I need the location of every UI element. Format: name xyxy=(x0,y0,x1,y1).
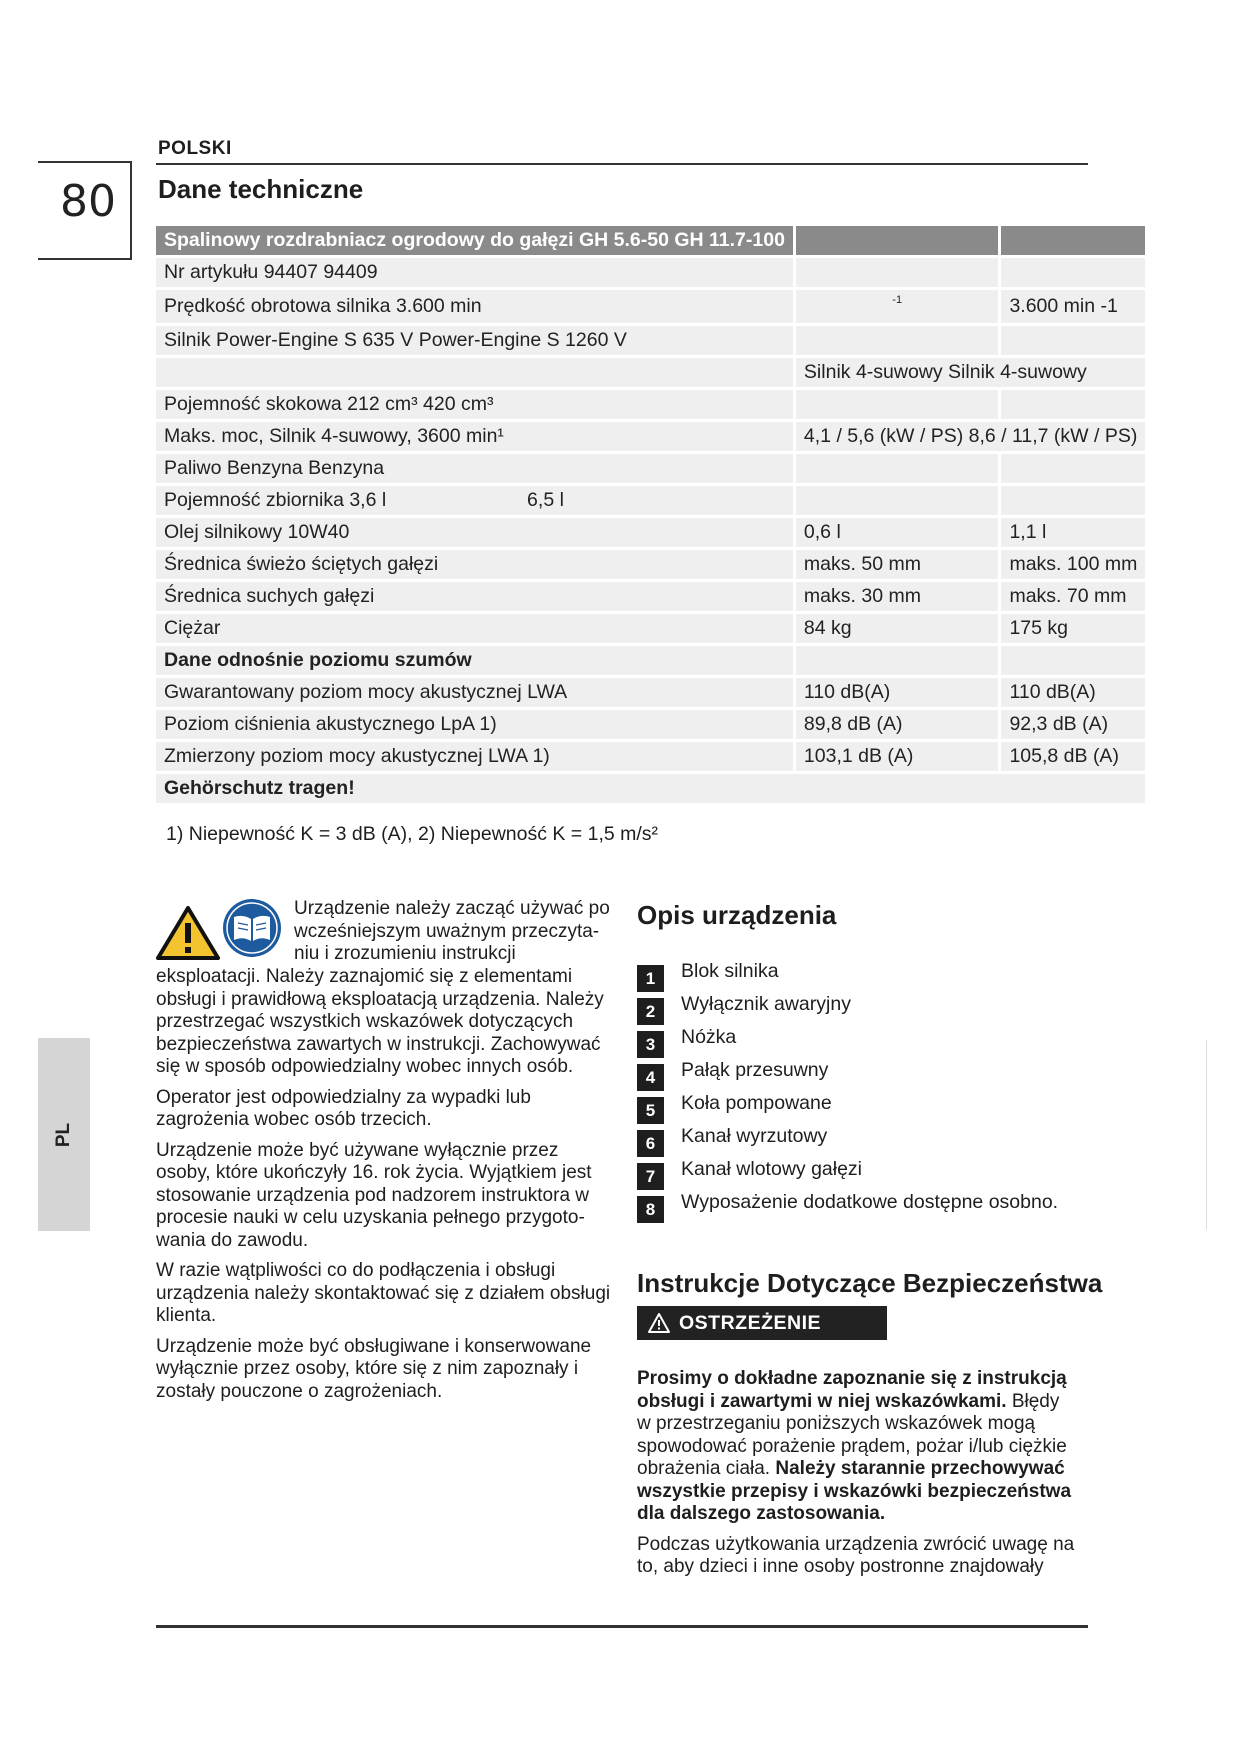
table-cell: 3.600 min -1 xyxy=(998,290,1145,323)
table-cell: Ciężar xyxy=(156,614,793,643)
table-cell: 89,8 dB (A) xyxy=(793,710,999,739)
part-label: Nóżka xyxy=(681,1026,737,1048)
list-item xyxy=(637,1026,1097,1059)
top-divider xyxy=(156,163,1088,165)
table-cell: 175 kg xyxy=(998,614,1145,643)
table-row xyxy=(156,358,1145,387)
table-section-row xyxy=(156,646,1145,675)
warning-label: OSTRZEŻENIE xyxy=(679,1312,822,1334)
warning-triangle-icon xyxy=(156,905,220,961)
table-cell: Nr artykułu 94407 94409 xyxy=(156,258,793,287)
intro-paragraph: Operator jest odpowiedzialny za wypadki lub zagrożenia wobec osób trzecich. xyxy=(156,1086,531,1130)
table-cell: Maks. moc, Silnik 4-suwowy, 3600 min¹ xyxy=(156,422,793,451)
part-label: Wyposażenie dodatkowe dostępne osobno. xyxy=(681,1191,1059,1213)
table-cell xyxy=(793,486,999,515)
page-number: 80 xyxy=(60,176,116,227)
language-side-tab xyxy=(38,1038,90,1231)
table-cell: Pojemność zbiornika 3,6 l 6,5 l xyxy=(156,486,793,515)
part-label: Kanał wlotowy gałęzi xyxy=(681,1158,863,1180)
safety-paragraph xyxy=(637,1368,1077,1526)
intro-paragraph: W razie wątpliwości co do podłączenia i obsługi urządzenia należy skontaktować się z działem obsługi klienta. xyxy=(156,1260,611,1326)
part-number-badge: 6 xyxy=(637,1130,664,1157)
table-cell xyxy=(998,390,1145,419)
table-row xyxy=(156,582,1145,611)
part-number-badge: 8 xyxy=(637,1196,664,1223)
list-item xyxy=(637,1125,1097,1158)
table-cell: 4,1 / 5,6 (kW / PS) 8,6 / 11,7 (kW / PS) xyxy=(793,422,1145,451)
table-row xyxy=(156,742,1145,771)
part-number-badge: 5 xyxy=(637,1097,664,1124)
table-cell: Gehörschutz tragen! xyxy=(156,774,793,803)
safety-bold-text: Należy starannie przechowywać wszystkie przepisy i wskazówki bezpieczeństwa dla dalszego zastosowania. xyxy=(637,1458,1072,1524)
bottom-divider xyxy=(156,1625,1088,1628)
warning-badge xyxy=(637,1306,887,1340)
table-cell: maks. 30 mm xyxy=(793,582,999,611)
intro-paragraph: Urządzenie może być obsługiwane i konserwowane wyłącznie przez osoby, które się z nim zapoznały i zostały pouczone o zagrożeniach. xyxy=(156,1335,592,1402)
table-cell: maks. 50 mm xyxy=(793,550,999,579)
part-label: Wyłącznik awaryjny xyxy=(681,993,851,1015)
safety-paragraph: Podczas użytkowania urządzenia zwrócić uwagę na to, aby dzieci i inne osoby postronne znajdowały xyxy=(637,1533,1075,1577)
table-cell: 92,3 dB (A) xyxy=(998,710,1145,739)
table-cell: 110 dB(A) xyxy=(793,678,999,707)
list-item xyxy=(637,993,1097,1026)
part-label: Blok silnika xyxy=(681,960,779,982)
spec-table xyxy=(156,223,1145,806)
table-section-row xyxy=(156,774,1145,803)
table-cell: Gwarantowany poziom mocy akustycznej LWA xyxy=(156,678,793,707)
table-cell: Silnik 4-suwowy Silnik 4-suwowy xyxy=(793,358,1145,387)
table-cell: 110 dB(A) xyxy=(998,678,1145,707)
list-item xyxy=(637,1092,1097,1125)
table-cell xyxy=(793,326,999,355)
parts-list xyxy=(637,960,1097,1224)
table-row xyxy=(156,326,1145,355)
table-cell xyxy=(793,454,999,483)
table-cell xyxy=(793,390,999,419)
side-tab-label: PL xyxy=(53,1122,74,1148)
table-footnote: 1) Niepewność K = 3 dB (A), 2) Niepewność K = 1,5 m/s² xyxy=(166,823,659,845)
table-cell: maks. 100 mm xyxy=(998,550,1145,579)
table-cell xyxy=(998,774,1145,803)
language-label: POLSKI xyxy=(158,138,232,159)
table-row xyxy=(156,550,1145,579)
table-row xyxy=(156,486,1145,515)
table-cell xyxy=(998,486,1145,515)
intro-paragraph: eksploatacji. Należy zaznajomić się z elementami obsługi i prawidłową eksploatacją urządzenia. Należy przestrzegać wszystkich wskazówek dotyczących bezpieczeństwa zawartych w instrukcji. Zachowywać się w sposób odpowiedzialny wobec innych osób. xyxy=(156,966,604,1077)
safety-bold-text: Prosimy o dokładne zapoznanie się z instrukcją obsługi i zawartymi w niej wskazówkami. xyxy=(637,1368,1067,1412)
table-row xyxy=(156,614,1145,643)
table-cell: 105,8 dB (A) xyxy=(998,742,1145,771)
part-number-badge: 3 xyxy=(637,1031,664,1058)
safety-title: Instrukcje Dotyczące Bezpieczeństwa xyxy=(637,1268,1103,1298)
intro-heading-text: Urządzenie należy zacząć używać po wcześniejszym uważnym przeczyta-niu i zrozumieniu instrukcji xyxy=(294,898,610,964)
table-row xyxy=(156,290,1145,323)
device-description-title: Opis urządzenia xyxy=(637,900,837,930)
list-item xyxy=(637,1191,1097,1224)
table-row xyxy=(156,422,1145,451)
table-cell: Paliwo Benzyna Benzyna xyxy=(156,454,793,483)
table-cell: Dane odnośnie poziomu szumów xyxy=(156,646,793,675)
table-cell: maks. 70 mm xyxy=(998,582,1145,611)
table-cell xyxy=(793,226,999,255)
safety-regular-text: Błędy w przestrzeganiu poniższych wskazówek mogą spowodować porażenie prądem, pożar i/lub ciężkie obrażenia ciała. xyxy=(637,1390,1067,1479)
table-row xyxy=(156,258,1145,287)
edge-line xyxy=(1206,1040,1207,1230)
table-row xyxy=(156,678,1145,707)
part-number-badge: 2 xyxy=(637,998,664,1025)
table-cell: Średnica świeżo ściętych gałęzi xyxy=(156,550,793,579)
part-number-badge: 4 xyxy=(637,1064,664,1091)
table-cell xyxy=(998,226,1145,255)
table-row xyxy=(156,390,1145,419)
list-item xyxy=(637,1158,1097,1191)
table-cell: -1 xyxy=(793,290,999,323)
table-cell: Pojemność skokowa 212 cm³ 420 cm³ xyxy=(156,390,793,419)
table-cell: 0,6 l xyxy=(793,518,999,547)
table-row xyxy=(156,518,1145,547)
list-item xyxy=(637,1059,1097,1092)
table-cell xyxy=(793,646,999,675)
read-manual-icon xyxy=(222,898,282,958)
warning-outline-icon xyxy=(647,1312,671,1334)
table-row xyxy=(156,454,1145,483)
table-cell xyxy=(793,774,999,803)
table-cell xyxy=(156,358,793,387)
table-cell: Olej silnikowy 10W40 xyxy=(156,518,793,547)
table-cell xyxy=(998,646,1145,675)
part-label: Kanał wyrzutowy xyxy=(681,1125,828,1147)
table-cell: 1,1 l xyxy=(998,518,1145,547)
table-cell: Zmierzony poziom mocy akustycznej LWA 1) xyxy=(156,742,793,771)
list-item xyxy=(637,960,1097,993)
intro-text xyxy=(156,966,618,1411)
table-cell: Poziom ciśnienia akustycznego LpA 1) xyxy=(156,710,793,739)
table-row xyxy=(156,710,1145,739)
part-number-badge: 1 xyxy=(637,965,664,992)
section-title: Dane techniczne xyxy=(158,174,364,204)
table-cell xyxy=(998,258,1145,287)
table-cell: Spalinowy rozdrabniacz ogrodowy do gałęzi GH 5.6-50 GH 11.7-100 xyxy=(156,226,793,255)
part-label: Pałąk przesuwny xyxy=(681,1059,829,1081)
table-cell: Średnica suchych gałęzi xyxy=(156,582,793,611)
part-label: Koła pompowane xyxy=(681,1092,832,1114)
table-cell xyxy=(793,258,999,287)
table-cell: Silnik Power-Engine S 635 V Power-Engine S 1260 V xyxy=(156,326,793,355)
table-cell: 84 kg xyxy=(793,614,999,643)
intro-paragraph: Urządzenie może być używane wyłącznie przez osoby, które ukończyły 16. rok życia. Wyjątkiem jest stosowanie urządzenia pod nadzorem instruktora w procesie nauki w celu uzyskania pełnego przygoto-wania do zawodu. xyxy=(156,1139,592,1251)
table-cell xyxy=(998,454,1145,483)
safety-text xyxy=(637,1368,1077,1587)
table-cell: 103,1 dB (A) xyxy=(793,742,999,771)
table-header-row xyxy=(156,226,1145,255)
table-cell xyxy=(998,326,1145,355)
part-number-badge: 7 xyxy=(637,1163,664,1190)
table-cell: Prędkość obrotowa silnika 3.600 min xyxy=(156,290,793,323)
